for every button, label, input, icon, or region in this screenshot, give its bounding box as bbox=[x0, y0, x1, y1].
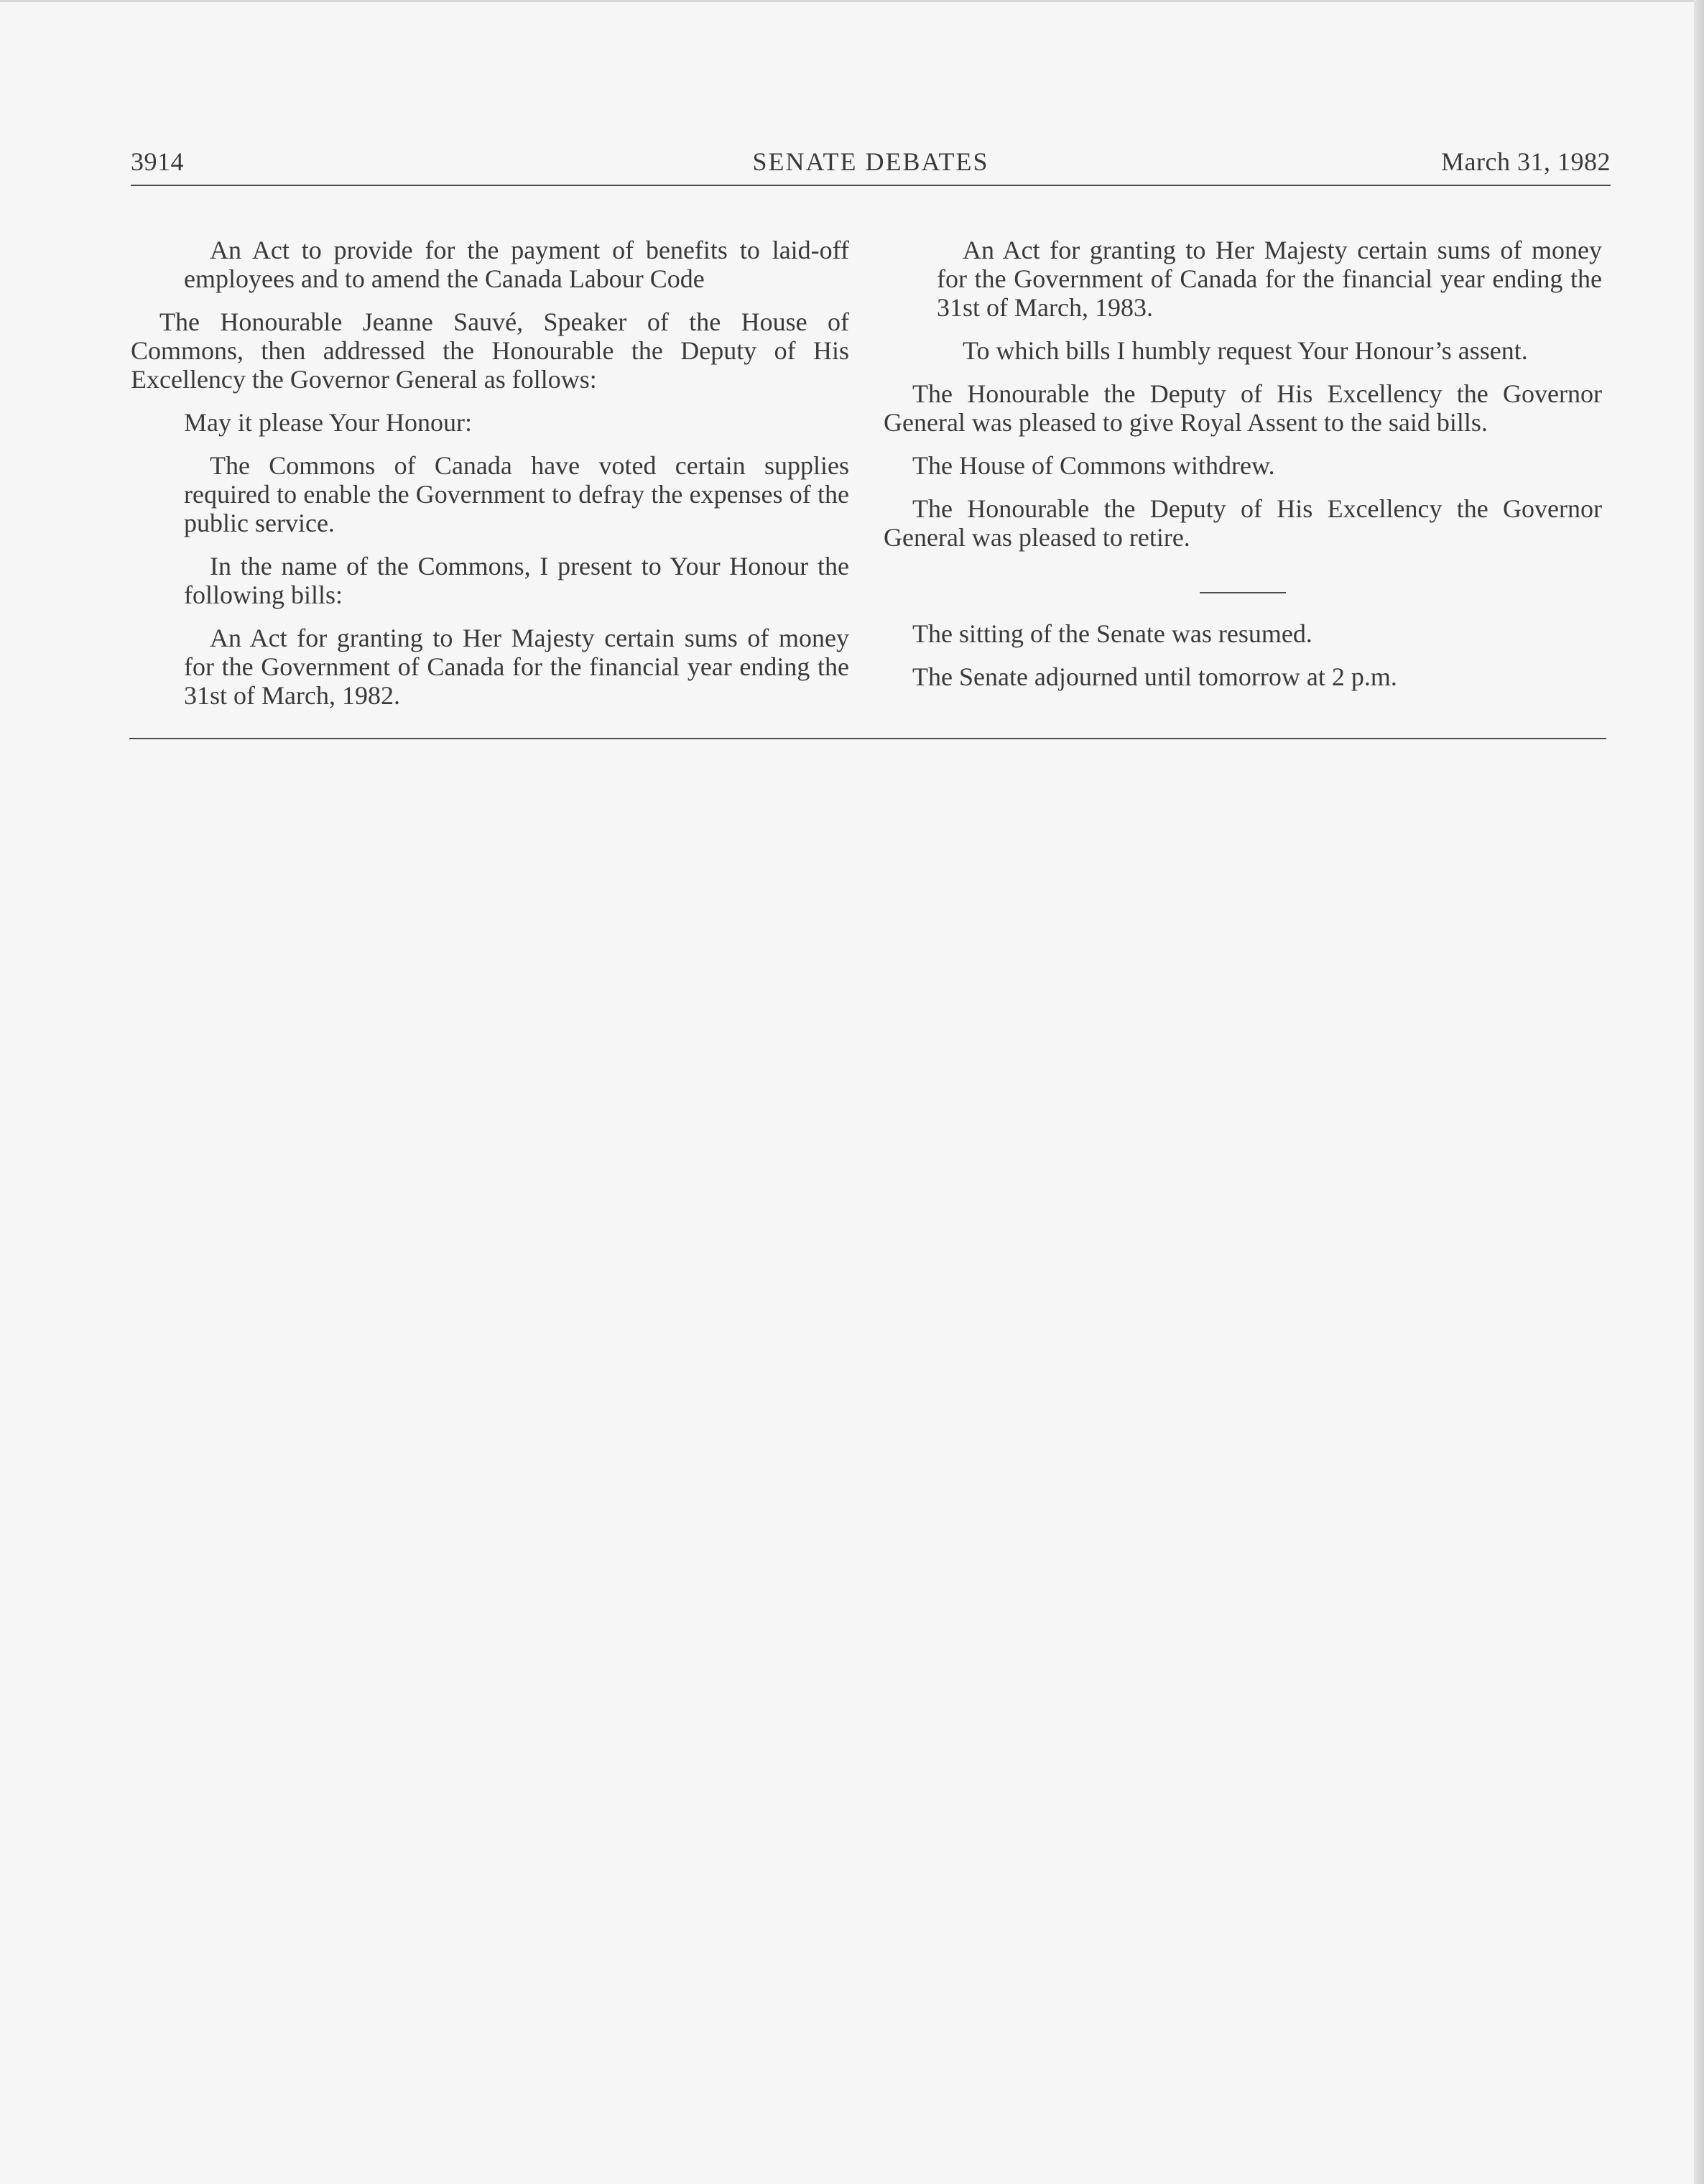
issue-date: March 31, 1982 bbox=[1441, 147, 1611, 176]
left-column bbox=[131, 236, 849, 724]
deputy-retired: The Honourable the Deputy of His Excellency the Governor General was pleased to retire. bbox=[884, 494, 1602, 552]
running-head bbox=[131, 147, 1611, 182]
present-bills-paragraph: In the name of the Commons, I present to Your Honour the following bills: bbox=[184, 552, 849, 609]
sitting-resumed: The sitting of the Senate was resumed. bbox=[912, 619, 1312, 648]
commons-withdrew: The House of Commons withdrew. bbox=[912, 451, 1275, 480]
page-top-edge bbox=[0, 0, 1704, 2]
speaker-address-paragraph: The Honourable Jeanne Sauvé, Speaker of the House of Commons, then addressed the Honourable the Deputy of His Excellency the Governor General as follows: bbox=[131, 307, 849, 394]
header-rule bbox=[131, 185, 1611, 186]
royal-assent-paragraph: The Honourable the Deputy of His Excellency the Governor General was pleased to give Royal Assent to the said bills. bbox=[884, 379, 1602, 437]
footer-rule bbox=[129, 738, 1606, 739]
salutation: May it please Your Honour: bbox=[184, 408, 472, 437]
senate-adjourned: The Senate adjourned until tomorrow at 2 p.m. bbox=[912, 662, 1397, 691]
page-number: 3914 bbox=[131, 147, 184, 176]
assent-request: To which bills I humbly request Your Honour’s assent. bbox=[963, 336, 1528, 365]
supplies-voted-paragraph: The Commons of Canada have voted certain supplies required to enable the Government to defray the expenses of the public service. bbox=[184, 451, 849, 537]
page-right-shadow bbox=[1694, 0, 1704, 2184]
section-separator bbox=[1200, 592, 1286, 593]
bill-title-1982: An Act for granting to Her Majesty certain sums of money for the Government of Canada for the financial year ending the 31st of March, 1982. bbox=[184, 624, 849, 710]
bill-title-1983: An Act for granting to Her Majesty certain sums of money for the Government of Canada for the financial year ending the 31st of March, 1983. bbox=[937, 236, 1602, 322]
bill-title-laid-off-employees: An Act to provide for the payment of benefits to laid-off employees and to amend the Canada Labour Code bbox=[184, 236, 849, 293]
right-column bbox=[884, 236, 1602, 705]
publication-title: SENATE DEBATES bbox=[752, 147, 989, 176]
